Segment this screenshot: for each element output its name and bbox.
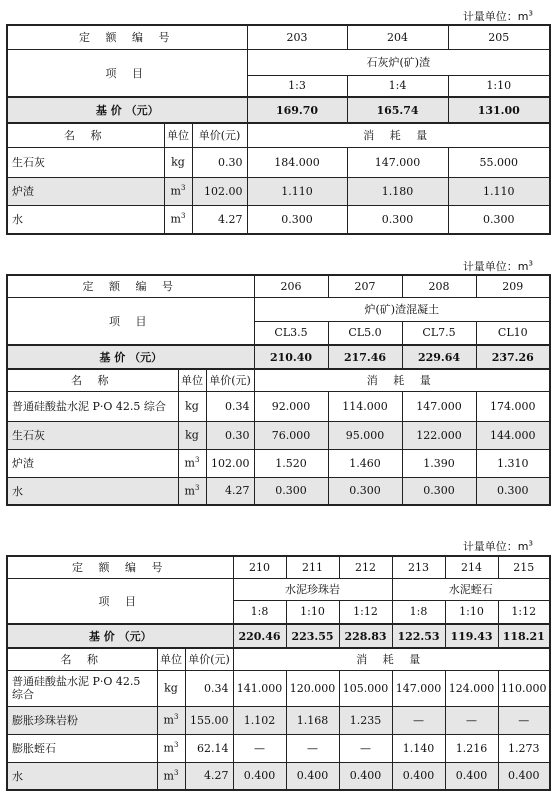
- ratio-cell: 1:10: [286, 600, 339, 624]
- ratio-cell: 1:3: [247, 75, 347, 97]
- code-cell: 215: [498, 556, 550, 578]
- name-header: 名 称: [7, 648, 157, 670]
- code-cell: 212: [339, 556, 392, 578]
- unit-header: 单位: [157, 648, 185, 670]
- code-cell: 214: [445, 556, 498, 578]
- table-row: 普通硅酸盐水泥 P·O 42.5 综合 kg 0.34 141.000 120.000 105.000 147.000 124.000 110.000: [7, 670, 550, 706]
- table-row: 普通硅酸盐水泥 P·O 42.5 综合 kg 0.34 92.000 114.000 147.000 174.000: [7, 391, 550, 421]
- base-price-cell: 122.53: [392, 624, 445, 648]
- base-price-cell: 118.21: [498, 624, 550, 648]
- base-price-cell: 217.46: [328, 345, 402, 369]
- base-price-header: 基 价 （元）: [7, 345, 254, 369]
- code-cell: 210: [233, 556, 286, 578]
- base-price-header: 基 价 （元）: [7, 624, 233, 648]
- name-header: 名 称: [7, 123, 164, 147]
- unit-header: 单位: [164, 123, 192, 147]
- table-row: 生石灰 kg 0.30 184.000 147.000 55.000: [7, 147, 550, 177]
- item-header: 项 目: [7, 578, 233, 624]
- consumption-header: 消 耗 量: [233, 648, 550, 670]
- base-price-cell: 229.64: [402, 345, 476, 369]
- base-price-header: 基 价 （元）: [7, 97, 247, 123]
- ratio-cell: 1:8: [233, 600, 286, 624]
- unit-label-3: 计量单位：$m^3$: [462, 539, 533, 553]
- unit-price-header: 单价(元): [185, 648, 233, 670]
- ratio-cell: CL5.0: [328, 321, 402, 345]
- quota-table-1: [6, 24, 551, 235]
- code-cell: 209: [476, 275, 550, 297]
- consumption-header: 消 耗 量: [254, 369, 550, 391]
- consumption-header: 消 耗 量: [247, 123, 550, 147]
- group-header: 炉(矿)渣混凝土: [254, 297, 550, 321]
- ratio-cell: CL7.5: [402, 321, 476, 345]
- group-header: 石灰炉(矿)渣: [247, 49, 550, 75]
- code-cell: 206: [254, 275, 328, 297]
- table-row: 炉渣 $m^3$ 102.00 1.110 1.180 1.110: [7, 177, 550, 205]
- table-row: 生石灰 kg 0.30 76.000 95.000 122.000 144.000: [7, 421, 550, 449]
- group-header: 水泥蛭石: [392, 578, 550, 600]
- table-row: 水 $m^3$ 4.27 0.300 0.300 0.300: [7, 205, 550, 234]
- base-price-cell: 210.40: [254, 345, 328, 369]
- ratio-cell: 1:10: [448, 75, 550, 97]
- quota-table-2: [6, 274, 551, 506]
- code-cell: 208: [402, 275, 476, 297]
- ratio-cell: CL10: [476, 321, 550, 345]
- base-price-cell: 169.70: [247, 97, 347, 123]
- base-price-cell: 220.46: [233, 624, 286, 648]
- unit-label-2: 计量单位：$m^3$: [462, 259, 533, 273]
- table-row: 膨胀珍珠岩粉 $m^3$ 155.00 1.102 1.168 1.235 — — —: [7, 706, 550, 734]
- ratio-cell: 1:12: [339, 600, 392, 624]
- code-header: 定 额 编 号: [7, 275, 254, 297]
- unit-header: 单位: [178, 369, 206, 391]
- base-price-cell: 237.26: [476, 345, 550, 369]
- ratio-cell: 1:4: [347, 75, 448, 97]
- code-cell: 213: [392, 556, 445, 578]
- code-cell: 207: [328, 275, 402, 297]
- base-price-cell: 223.55: [286, 624, 339, 648]
- name-header: 名 称: [7, 369, 178, 391]
- code-header: 定 额 编 号: [7, 556, 233, 578]
- ratio-cell: CL3.5: [254, 321, 328, 345]
- ratio-cell: 1:8: [392, 600, 445, 624]
- ratio-cell: 1:10: [445, 600, 498, 624]
- table-row: 炉渣 $m^3$ 102.00 1.520 1.460 1.390 1.310: [7, 449, 550, 477]
- code-cell: 211: [286, 556, 339, 578]
- base-price-cell: 131.00: [448, 97, 550, 123]
- code-cell: 204: [347, 25, 448, 49]
- item-header: 项 目: [7, 297, 254, 345]
- code-header: 定 额 编 号: [7, 25, 247, 49]
- table-row: 水 $m^3$ 4.27 0.400 0.400 0.400 0.400 0.400 0.400: [7, 762, 550, 790]
- base-price-cell: 228.83: [339, 624, 392, 648]
- unit-price-header: 单价(元): [206, 369, 254, 391]
- quota-table-3: [6, 555, 551, 791]
- base-price-cell: 119.43: [445, 624, 498, 648]
- base-price-cell: 165.74: [347, 97, 448, 123]
- item-header: 项 目: [7, 49, 247, 97]
- group-header: 水泥珍珠岩: [233, 578, 392, 600]
- table-row: 膨胀蛭石 $m^3$ 62.14 — — — 1.140 1.216 1.273: [7, 734, 550, 762]
- code-cell: 203: [247, 25, 347, 49]
- ratio-cell: 1:12: [498, 600, 550, 624]
- code-cell: 205: [448, 25, 550, 49]
- unit-price-header: 单价(元): [192, 123, 247, 147]
- unit-label-1: 计量单位：$m^3$: [462, 9, 533, 23]
- table-row: 水 $m^3$ 4.27 0.300 0.300 0.300 0.300: [7, 477, 550, 505]
